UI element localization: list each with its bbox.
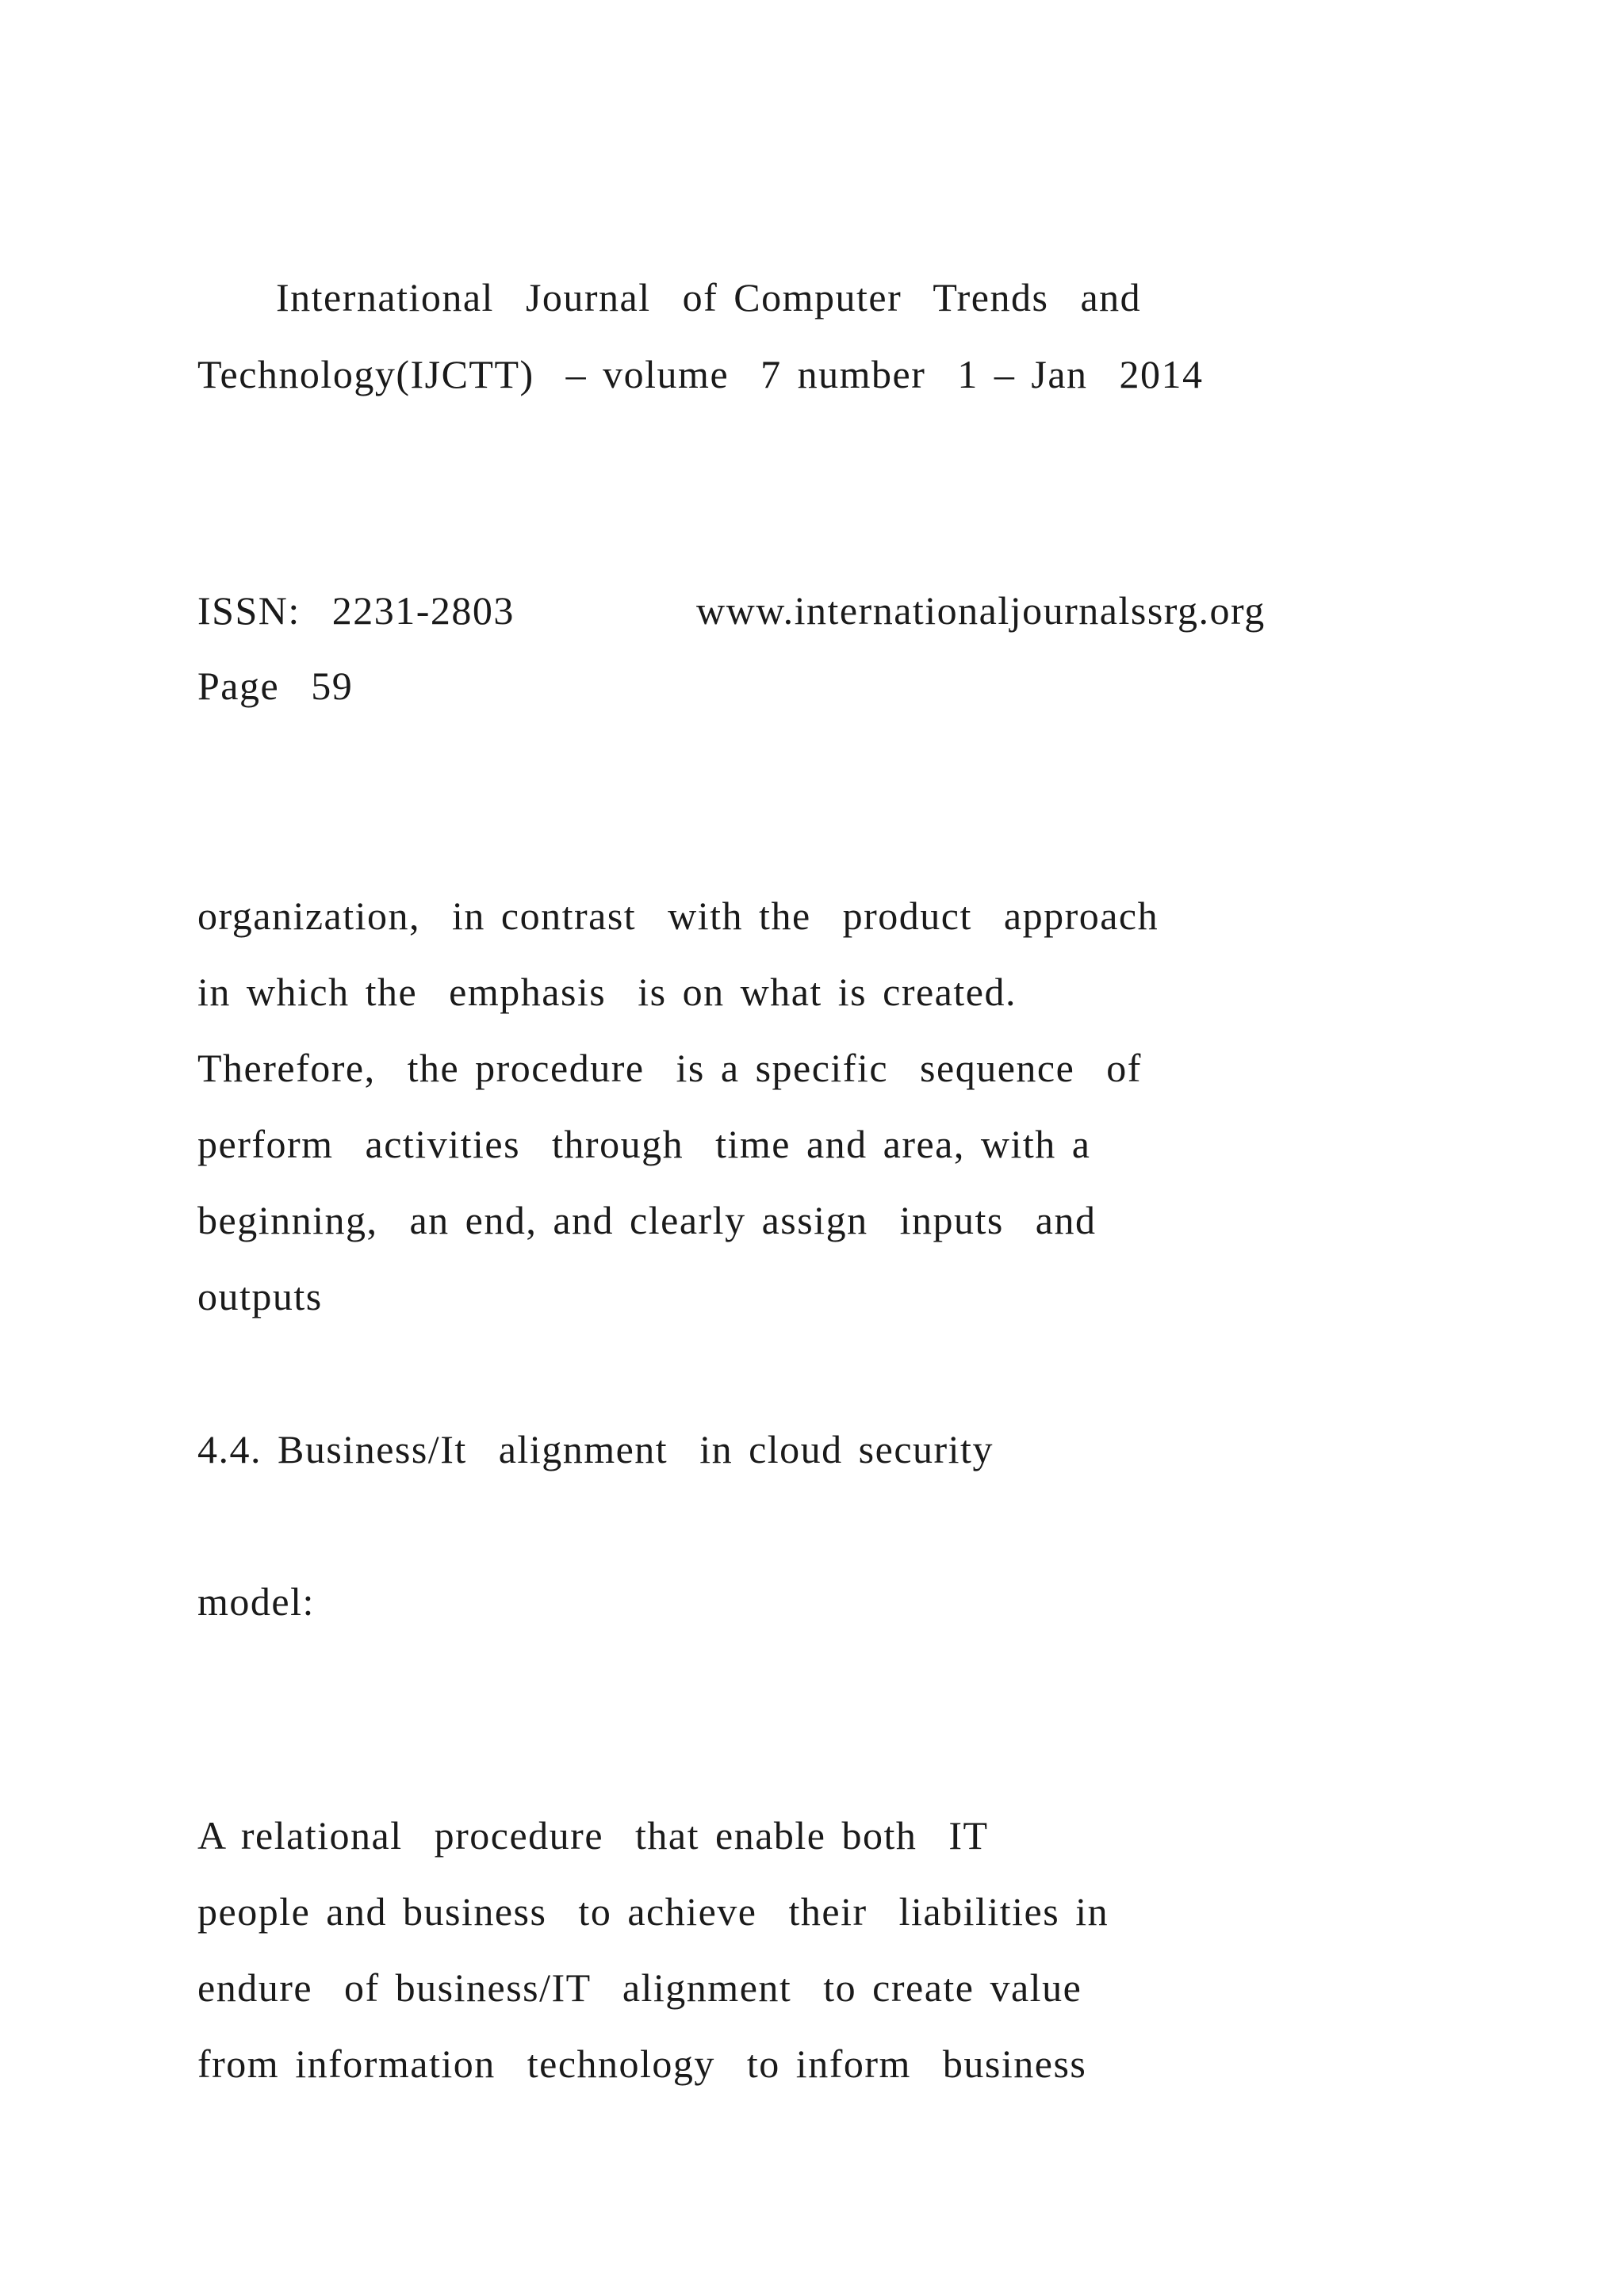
section-heading-continuation: model:: [197, 1579, 315, 1624]
journal-title-line-2: Technology(IJCTT) – volume 7 number 1 – Jan 2014: [197, 352, 1204, 396]
paragraph-line: Therefore, the procedure is a specific sequence of: [197, 1046, 1142, 1090]
paragraph-line: organization, in contrast with the product approach: [197, 894, 1159, 938]
paragraph-line: perform activities through time and area, with a: [197, 1122, 1091, 1166]
paragraph-line: endure of business/IT alignment to create value: [197, 1965, 1082, 2010]
paragraph-line: in which the emphasis is on what is created.: [197, 970, 1017, 1014]
issn-label: ISSN: 2231-2803: [197, 588, 515, 633]
paragraph-line: beginning, an end, and clearly assign inputs and: [197, 1198, 1097, 1242]
paragraph-line: A relational procedure that enable both IT: [197, 1813, 989, 1858]
page-number: Page 59: [197, 664, 354, 708]
journal-title-line-1: International Journal of Computer Trends and: [276, 275, 1142, 320]
section-heading: 4.4. Business/It alignment in cloud security: [197, 1427, 994, 1471]
paragraph-line: from information technology to inform business: [197, 2042, 1087, 2086]
paragraph-line: people and business to achieve their liabilities in: [197, 1889, 1109, 1934]
journal-url: www.internationaljournalssrg.org: [696, 588, 1266, 633]
paragraph-line: outputs: [197, 1274, 323, 1318]
